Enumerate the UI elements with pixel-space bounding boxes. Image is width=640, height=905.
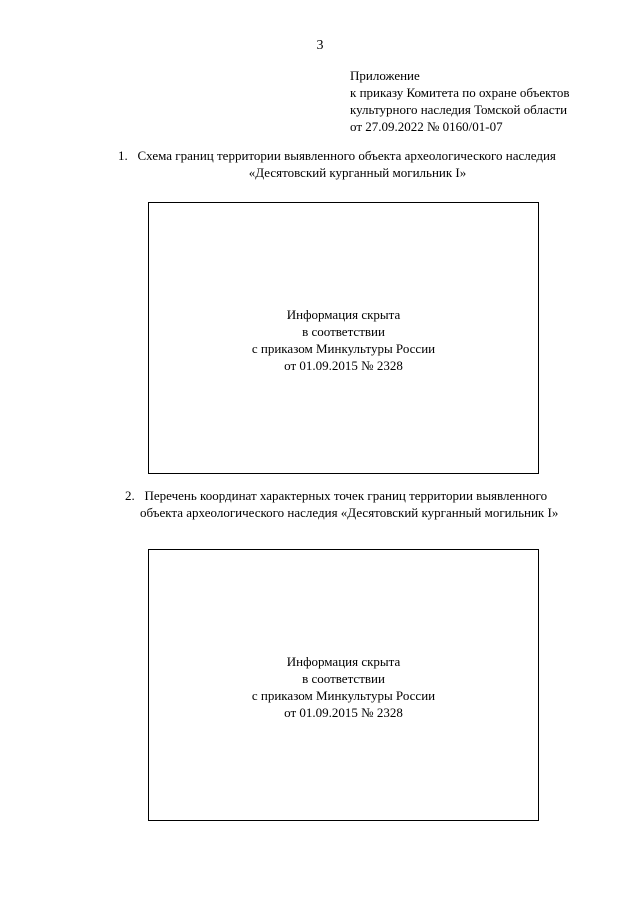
section2-hidden-info-box <box>148 549 539 821</box>
appendix-header <box>350 67 630 135</box>
section2-heading-line1: 2. Перечень координат характерных точек границ территории выявленного <box>125 488 548 503</box>
hidden-info-line: с приказом Минкультуры России <box>251 341 436 356</box>
hidden-info-line: от 01.09.2015 № 2328 <box>284 358 403 373</box>
hidden-info-line: Информация скрыта <box>286 307 401 322</box>
hidden-info-line: в соответствии <box>302 324 385 339</box>
appendix-date-line: от 27.09.2022 № 0160/01-07 <box>350 119 503 134</box>
appendix-order-line: к приказу Комитета по охране объектов <box>350 85 570 100</box>
appendix-committee-line: культурного наследия Томской области <box>350 102 568 117</box>
page-number: 3 <box>316 38 324 53</box>
section1-heading-line2: «Десятовский курганный могильник I» <box>248 165 467 180</box>
hidden-info-line: с приказом Минкультуры России <box>251 688 436 703</box>
hidden-info-line: от 01.09.2015 № 2328 <box>284 705 403 720</box>
appendix-title: Приложение <box>350 68 420 83</box>
hidden-info-notice <box>252 653 435 721</box>
hidden-info-line: Информация скрыта <box>286 654 401 669</box>
section1-hidden-info-box <box>148 202 539 474</box>
section2-heading-line2: объекта археологического наследия «Десятовский курганный могильник I» <box>140 505 559 520</box>
hidden-info-line: в соответствии <box>302 671 385 686</box>
section1-heading-line1: 1. Схема границ территории выявленного объекта археологического наследия <box>118 148 556 163</box>
hidden-info-notice <box>252 306 435 374</box>
